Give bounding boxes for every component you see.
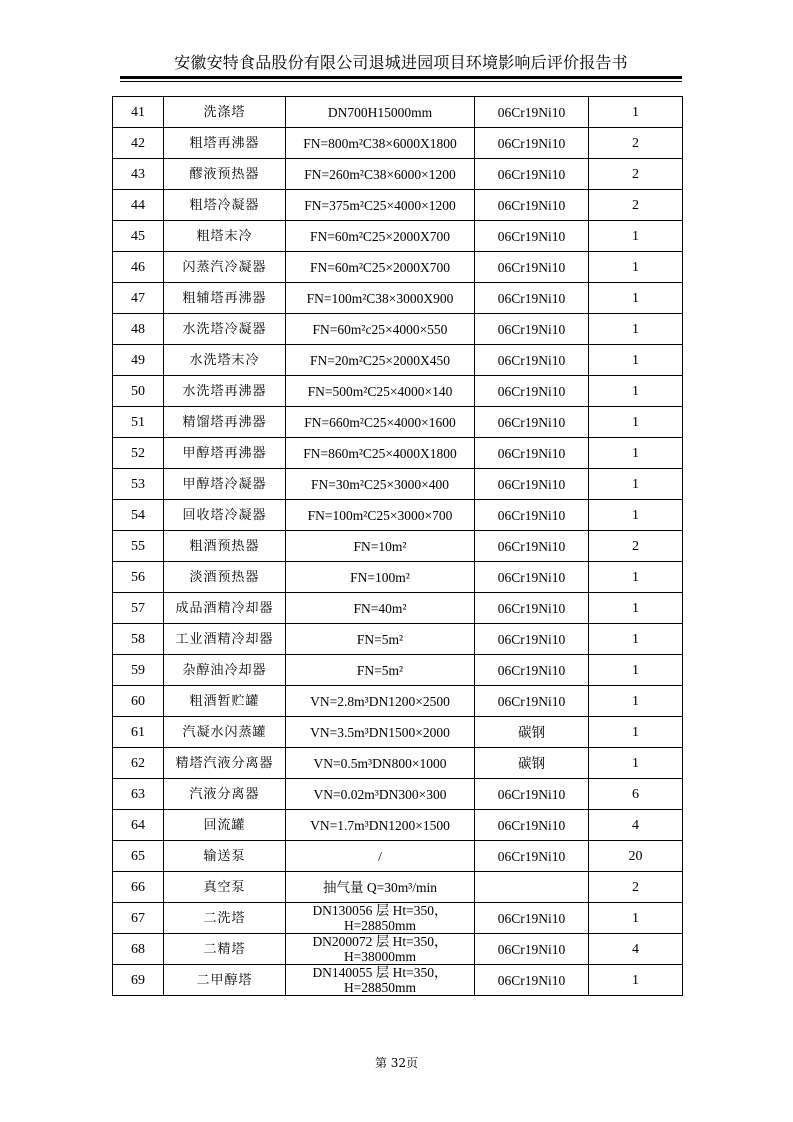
cell-quantity: 1 — [589, 593, 683, 624]
cell-specification: DN140055 层 Ht=350，H=28850mm — [286, 965, 475, 996]
cell-specification: VN=3.5m³DN1500×2000 — [286, 717, 475, 748]
cell-no: 61 — [113, 717, 164, 748]
cell-quantity: 1 — [589, 252, 683, 283]
cell-equipment-name: 水洗塔再沸器 — [164, 376, 286, 407]
cell-no: 64 — [113, 810, 164, 841]
cell-quantity: 4 — [589, 934, 683, 965]
cell-specification: FN=100m² — [286, 562, 475, 593]
cell-no: 41 — [113, 97, 164, 128]
cell-specification: FN=660m²C25×4000×1600 — [286, 407, 475, 438]
table-row — [113, 810, 683, 841]
cell-specification: FN=100m²C38×3000X900 — [286, 283, 475, 314]
table-row — [113, 283, 683, 314]
cell-quantity: 1 — [589, 221, 683, 252]
cell-specification: FN=30m²C25×3000×400 — [286, 469, 475, 500]
table-row — [113, 562, 683, 593]
cell-no: 48 — [113, 314, 164, 345]
header-rule-thick — [120, 76, 682, 79]
table-row — [113, 748, 683, 779]
cell-specification: 抽气量 Q=30m³/min — [286, 872, 475, 903]
cell-material: 06Cr19Ni10 — [475, 407, 589, 438]
page-header-title: 安徽安特食品股份有限公司退城进园项目环境影响后评价报告书 — [174, 53, 628, 72]
cell-equipment-name: 二洗塔 — [164, 903, 286, 934]
cell-material: 06Cr19Ni10 — [475, 500, 589, 531]
cell-material: 06Cr19Ni10 — [475, 283, 589, 314]
cell-equipment-name: 甲醇塔再沸器 — [164, 438, 286, 469]
cell-specification: VN=0.02m³DN300×300 — [286, 779, 475, 810]
cell-quantity: 1 — [589, 686, 683, 717]
equipment-table-body — [113, 97, 683, 996]
cell-no: 55 — [113, 531, 164, 562]
table-row — [113, 438, 683, 469]
cell-quantity: 1 — [589, 562, 683, 593]
table-row — [113, 376, 683, 407]
cell-material: 06Cr19Ni10 — [475, 190, 589, 221]
cell-specification: FN=60m²C25×2000X700 — [286, 252, 475, 283]
cell-equipment-name: 淡酒预热器 — [164, 562, 286, 593]
cell-quantity: 20 — [589, 841, 683, 872]
cell-equipment-name: 杂醇油冷却器 — [164, 655, 286, 686]
table-row — [113, 407, 683, 438]
cell-material: 06Cr19Ni10 — [475, 128, 589, 159]
cell-equipment-name: 汽凝水闪蒸罐 — [164, 717, 286, 748]
cell-no: 66 — [113, 872, 164, 903]
cell-quantity: 1 — [589, 965, 683, 996]
cell-specification: VN=2.8m³DN1200×2500 — [286, 686, 475, 717]
cell-quantity: 2 — [589, 128, 683, 159]
cell-material: 06Cr19Ni10 — [475, 841, 589, 872]
cell-quantity: 4 — [589, 810, 683, 841]
cell-quantity: 1 — [589, 500, 683, 531]
cell-equipment-name: 精塔汽液分离器 — [164, 748, 286, 779]
table-row — [113, 655, 683, 686]
cell-quantity: 1 — [589, 469, 683, 500]
cell-material: 06Cr19Ni10 — [475, 562, 589, 593]
table-row — [113, 717, 683, 748]
cell-material: 06Cr19Ni10 — [475, 345, 589, 376]
cell-no: 68 — [113, 934, 164, 965]
cell-quantity: 1 — [589, 407, 683, 438]
cell-equipment-name: 二甲醇塔 — [164, 965, 286, 996]
cell-no: 50 — [113, 376, 164, 407]
cell-specification: DN700H15000mm — [286, 97, 475, 128]
cell-specification: FN=860m²C25×4000X1800 — [286, 438, 475, 469]
cell-specification: FN=60m²c25×4000×550 — [286, 314, 475, 345]
cell-no: 53 — [113, 469, 164, 500]
cell-material: 06Cr19Ni10 — [475, 686, 589, 717]
cell-equipment-name: 精馏塔再沸器 — [164, 407, 286, 438]
header-rule-thin — [120, 81, 682, 82]
cell-material: 06Cr19Ni10 — [475, 97, 589, 128]
cell-quantity: 1 — [589, 283, 683, 314]
cell-no: 42 — [113, 128, 164, 159]
table-row — [113, 97, 683, 128]
cell-specification: FN=40m² — [286, 593, 475, 624]
cell-material: 06Cr19Ni10 — [475, 655, 589, 686]
table-row — [113, 221, 683, 252]
cell-equipment-name: 真空泵 — [164, 872, 286, 903]
cell-equipment-name: 回收塔冷凝器 — [164, 500, 286, 531]
table-row — [113, 686, 683, 717]
cell-quantity: 2 — [589, 872, 683, 903]
cell-material: 06Cr19Ni10 — [475, 810, 589, 841]
cell-material: 06Cr19Ni10 — [475, 593, 589, 624]
cell-no: 46 — [113, 252, 164, 283]
cell-no: 60 — [113, 686, 164, 717]
table-row — [113, 159, 683, 190]
table-row — [113, 345, 683, 376]
cell-equipment-name: 粗塔冷凝器 — [164, 190, 286, 221]
cell-material: 06Cr19Ni10 — [475, 469, 589, 500]
cell-material: 06Cr19Ni10 — [475, 159, 589, 190]
cell-equipment-name: 粗辅塔再沸器 — [164, 283, 286, 314]
cell-specification: DN130056 层 Ht=350，H=28850mm — [286, 903, 475, 934]
cell-no: 49 — [113, 345, 164, 376]
cell-material: 06Cr19Ni10 — [475, 903, 589, 934]
cell-specification: VN=1.7m³DN1200×1500 — [286, 810, 475, 841]
cell-no: 52 — [113, 438, 164, 469]
table-row — [113, 779, 683, 810]
cell-no: 43 — [113, 159, 164, 190]
table-row — [113, 841, 683, 872]
cell-specification: FN=260m²C38×6000×1200 — [286, 159, 475, 190]
cell-quantity: 2 — [589, 190, 683, 221]
cell-quantity: 1 — [589, 97, 683, 128]
cell-specification: FN=5m² — [286, 655, 475, 686]
table-row — [113, 965, 683, 996]
table-row — [113, 872, 683, 903]
cell-no: 63 — [113, 779, 164, 810]
cell-specification: FN=60m²C25×2000X700 — [286, 221, 475, 252]
table-row — [113, 252, 683, 283]
cell-specification: FN=375m²C25×4000×1200 — [286, 190, 475, 221]
cell-quantity: 2 — [589, 159, 683, 190]
cell-no: 54 — [113, 500, 164, 531]
cell-material: 06Cr19Ni10 — [475, 438, 589, 469]
cell-specification: FN=5m² — [286, 624, 475, 655]
cell-specification: FN=800m²C38×6000X1800 — [286, 128, 475, 159]
cell-no: 62 — [113, 748, 164, 779]
cell-no: 59 — [113, 655, 164, 686]
cell-material — [475, 872, 589, 903]
table-row — [113, 624, 683, 655]
cell-equipment-name: 醪液预热器 — [164, 159, 286, 190]
cell-no: 51 — [113, 407, 164, 438]
cell-no: 44 — [113, 190, 164, 221]
cell-no: 69 — [113, 965, 164, 996]
cell-quantity: 1 — [589, 314, 683, 345]
cell-no: 47 — [113, 283, 164, 314]
cell-quantity: 2 — [589, 531, 683, 562]
page-number: 第 32页 — [374, 1056, 419, 1070]
cell-material: 06Cr19Ni10 — [475, 624, 589, 655]
cell-equipment-name: 汽液分离器 — [164, 779, 286, 810]
cell-material: 06Cr19Ni10 — [475, 779, 589, 810]
cell-quantity: 1 — [589, 655, 683, 686]
cell-material: 碳钢 — [475, 748, 589, 779]
cell-quantity: 1 — [589, 717, 683, 748]
cell-specification: FN=20m²C25×2000X450 — [286, 345, 475, 376]
cell-no: 58 — [113, 624, 164, 655]
cell-material: 06Cr19Ni10 — [475, 965, 589, 996]
cell-equipment-name: 甲醇塔冷凝器 — [164, 469, 286, 500]
cell-no: 57 — [113, 593, 164, 624]
cell-specification: / — [286, 841, 475, 872]
table-row — [113, 903, 683, 934]
cell-material: 06Cr19Ni10 — [475, 221, 589, 252]
cell-specification: FN=10m² — [286, 531, 475, 562]
table-row — [113, 314, 683, 345]
cell-equipment-name: 二精塔 — [164, 934, 286, 965]
cell-no: 65 — [113, 841, 164, 872]
cell-specification: FN=100m²C25×3000×700 — [286, 500, 475, 531]
cell-material: 碳钢 — [475, 717, 589, 748]
cell-quantity: 1 — [589, 438, 683, 469]
cell-equipment-name: 工业酒精冷却器 — [164, 624, 286, 655]
cell-specification: FN=500m²C25×4000×140 — [286, 376, 475, 407]
cell-no: 67 — [113, 903, 164, 934]
cell-equipment-name: 闪蒸汽冷凝器 — [164, 252, 286, 283]
cell-quantity: 6 — [589, 779, 683, 810]
cell-equipment-name: 粗塔再沸器 — [164, 128, 286, 159]
table-row — [113, 531, 683, 562]
cell-quantity: 1 — [589, 748, 683, 779]
cell-equipment-name: 粗塔末冷 — [164, 221, 286, 252]
cell-quantity: 1 — [589, 376, 683, 407]
cell-equipment-name: 成品酒精冷却器 — [164, 593, 286, 624]
cell-no: 45 — [113, 221, 164, 252]
cell-equipment-name: 回流罐 — [164, 810, 286, 841]
cell-material: 06Cr19Ni10 — [475, 314, 589, 345]
table-row — [113, 128, 683, 159]
cell-specification: VN=0.5m³DN800×1000 — [286, 748, 475, 779]
cell-specification: DN200072 层 Ht=350，H=38000mm — [286, 934, 475, 965]
cell-quantity: 1 — [589, 624, 683, 655]
cell-material: 06Cr19Ni10 — [475, 376, 589, 407]
cell-equipment-name: 洗涤塔 — [164, 97, 286, 128]
table-row — [113, 593, 683, 624]
table-row — [113, 190, 683, 221]
cell-equipment-name: 水洗塔冷凝器 — [164, 314, 286, 345]
table-row — [113, 934, 683, 965]
cell-quantity: 1 — [589, 903, 683, 934]
table-row — [113, 469, 683, 500]
cell-material: 06Cr19Ni10 — [475, 252, 589, 283]
cell-equipment-name: 输送泵 — [164, 841, 286, 872]
cell-equipment-name: 粗酒暂贮罐 — [164, 686, 286, 717]
cell-no: 56 — [113, 562, 164, 593]
cell-equipment-name: 水洗塔末冷 — [164, 345, 286, 376]
cell-equipment-name: 粗酒预热器 — [164, 531, 286, 562]
table-row — [113, 500, 683, 531]
cell-quantity: 1 — [589, 345, 683, 376]
equipment-table — [112, 96, 683, 996]
cell-material: 06Cr19Ni10 — [475, 531, 589, 562]
cell-material: 06Cr19Ni10 — [475, 934, 589, 965]
